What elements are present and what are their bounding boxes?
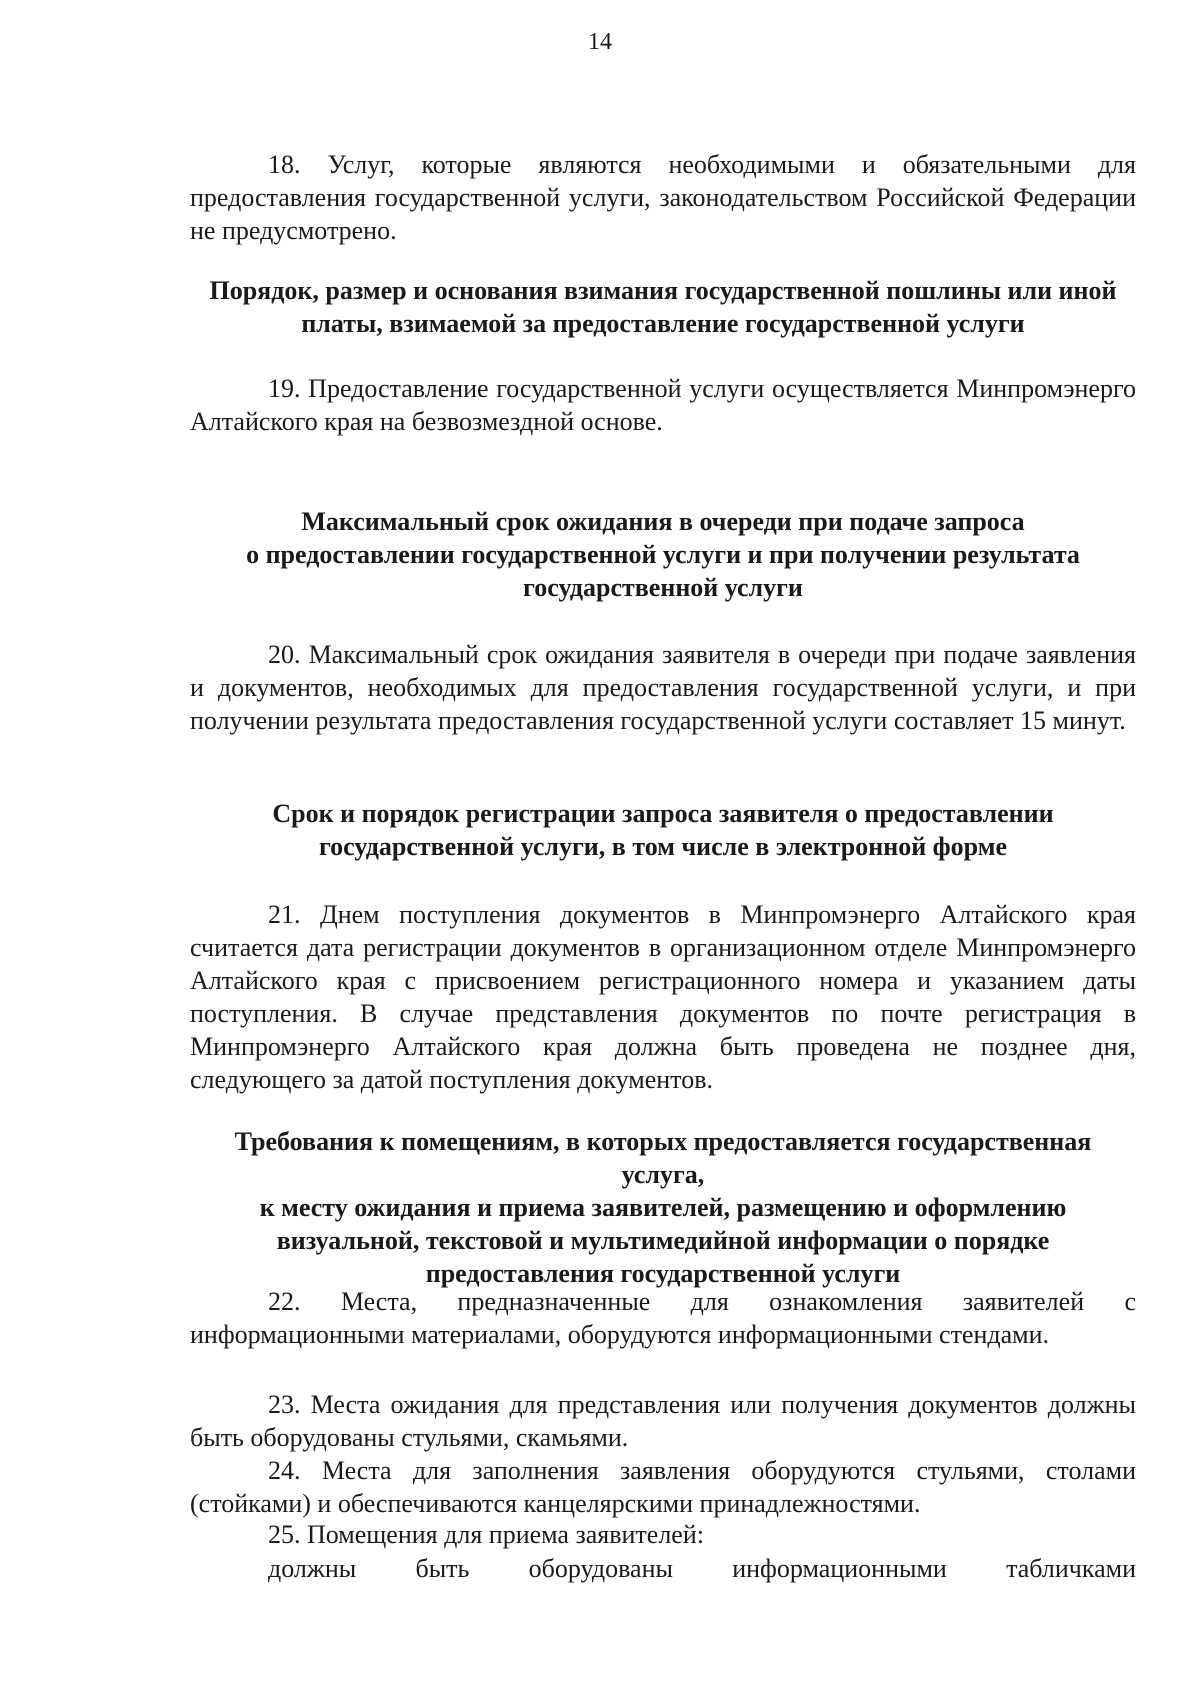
paragraph-24: 24. Места для заполнения заявления оборудуются стульями, столами (стойками) и обеспечиваются канцелярскими принадлежностями. [190, 1456, 1136, 1518]
section-22 [190, 1285, 1136, 1351]
section-18 [190, 148, 1136, 247]
page-number: 14 [588, 29, 612, 55]
heading-state-fee-line-1: Порядок, размер и основания взимания государственной пошлины или иной [209, 276, 1117, 305]
paragraph-22: 22. Места, предназначенные для ознакомления заявителей с информационными материалами, оборудуются информационными стендами. [190, 1287, 1136, 1349]
heading-state-fee-line-2: платы, взимаемой за предоставление государственной услуги [301, 309, 1025, 338]
heading-premises-line-4: визуальной, текстовой и мультимедийной информации о порядке [276, 1226, 1050, 1255]
heading-queue-time-line-3: государственной услуги [523, 573, 803, 602]
heading-queue-time-line-2: о предоставлении государственной услуги и при получении результата [246, 540, 1080, 569]
section-23 [190, 1388, 1136, 1454]
heading-premises-line-2: услуга, [621, 1160, 705, 1189]
section-25-continued [190, 1552, 1136, 1585]
heading-premises-line-5: предоставления государственной услуги [425, 1259, 901, 1288]
section-19 [190, 372, 1136, 438]
heading-registration-line-2: государственной услуги, в том числе в электронной форме [319, 832, 1007, 861]
heading-registration-line-1: Срок и порядок регистрации запроса заявителя о предоставлении [272, 799, 1054, 828]
heading-queue-time-line-1: Максимальный срок ожидания в очереди при подаче запроса [301, 507, 1025, 536]
paragraph-21: 21. Днем поступления документов в Минпромэнерго Алтайского края считается дата регистрации документов в организационном отделе Минпромэнерго Алтайского края с присвоением регистрационного номера и указанием даты поступления. В случае представления документов по почте регистрация в Минпромэнерго Алтайского края должна быть проведена не позднее дня, следующего за датой поступления документов. [190, 900, 1136, 1094]
paragraph-23: 23. Места ожидания для представления или получения документов должны быть оборудованы стульями, скамьями. [190, 1390, 1136, 1452]
paragraph-18: 18. Услуг, которые являются необходимыми и обязательными для предоставления государственной услуги, законодательством Российской Федерации не предусмотрено. [190, 150, 1136, 245]
heading-registration [190, 797, 1136, 863]
heading-state-fee [190, 274, 1136, 340]
section-24 [190, 1454, 1136, 1520]
paragraph-20: 20. Максимальный срок ожидания заявителя в очереди при подаче заявления и документов, необходимых для предоставления государственной услуги, и при получении результата предоставления государственной услуги составляет 15 минут. [190, 640, 1136, 735]
paragraph-25-continued: должны быть оборудованы информационными табличками [268, 1554, 1136, 1583]
section-25 [190, 1518, 1136, 1551]
section-21 [190, 898, 1136, 1096]
section-20 [190, 638, 1136, 737]
heading-premises [190, 1125, 1136, 1290]
heading-queue-time [190, 505, 1136, 604]
heading-premises-line-1: Требования к помещениям, в которых предоставляется государственная [234, 1127, 1092, 1156]
paragraph-25: 25. Помещения для приема заявителей: [268, 1520, 704, 1549]
heading-premises-line-3: к месту ожидания и приема заявителей, размещению и оформлению [259, 1193, 1067, 1222]
paragraph-19: 19. Предоставление государственной услуги осуществляется Минпромэнерго Алтайского края на безвозмездной основе. [190, 374, 1136, 436]
